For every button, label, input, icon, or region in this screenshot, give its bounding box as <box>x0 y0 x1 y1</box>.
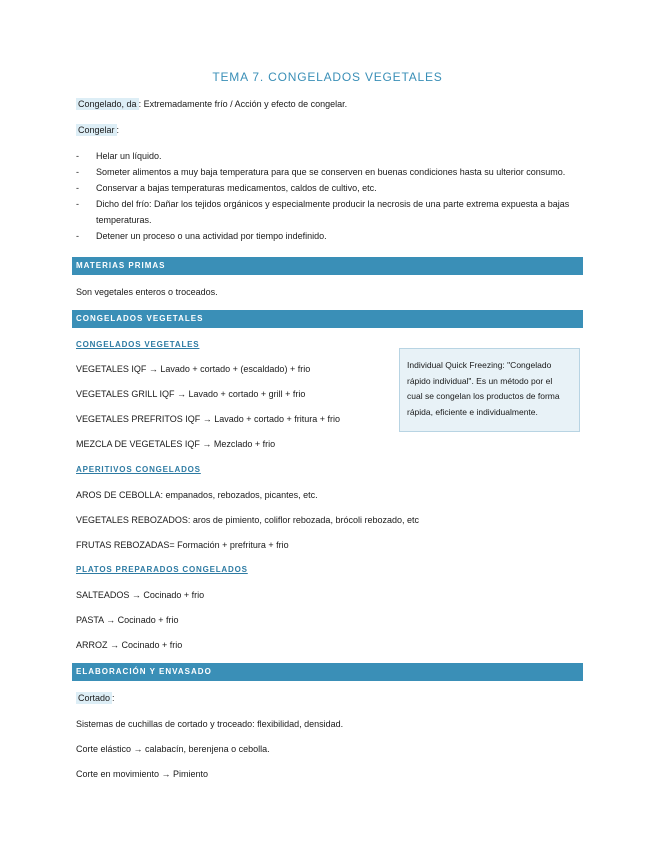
definition-congelado <box>76 99 347 109</box>
line-vegetales-rebozados: VEGETALES REBOZADOS: aros de pimiento, coliflor rebozada, brócoli rebozado, etc <box>76 515 419 525</box>
subheading-congelados-vegetales: CONGELADOS VEGETALES <box>76 340 200 349</box>
subheading-aperitivos: APERITIVOS CONGELADOS <box>76 465 201 474</box>
term-congelado: Congelado, da <box>78 99 137 109</box>
line-vegetales-grill: VEGETALES GRILL IQF → Lavado + cortado + grill + frio <box>76 389 306 399</box>
materias-primas-text: Son vegetales enteros o troceados. <box>76 287 218 297</box>
line-vegetales-prefritos: VEGETALES PREFRITOS IQF → Lavado + cortado + fritura + frio <box>76 414 341 424</box>
term-cortado: Cortado <box>78 693 111 703</box>
list-item: Someter alimentos a muy baja temperatura para que se conserven en buenas condiciones hasta su ulterior consumo. <box>96 167 566 177</box>
line-aros-cebolla: AROS DE CEBOLLA: empanados, rebozados, picantes, etc. <box>76 490 318 500</box>
iqf-note-line: rápido individual". Es un método por el <box>407 375 553 386</box>
line-salteados: SALTEADOS → Cocinado + frio <box>76 590 205 600</box>
iqf-note-box <box>399 348 580 432</box>
definition-cortado <box>76 693 115 703</box>
iqf-note-line: rápida, eficiente e individualmente. <box>407 406 538 417</box>
line-mezcla-vegetales: MEZCLA DE VEGETALES IQF → Mezclado + frio <box>76 439 276 449</box>
section-heading-congelados-vegetales: CONGELADOS VEGETALES <box>72 310 583 328</box>
bullet-dash: - <box>76 167 79 177</box>
bullet-dash: - <box>76 199 79 209</box>
term-congelar-colon: : <box>116 125 120 135</box>
definition-congelar <box>76 125 119 135</box>
subheading-platos-preparados: PLATOS PREPARADOS CONGELADOS <box>76 565 248 574</box>
bullet-dash: - <box>76 231 79 241</box>
list-item: Detener un proceso o una actividad por tiempo indefinido. <box>96 231 327 241</box>
iqf-note-line: cual se congelan los productos de forma <box>407 391 560 401</box>
line-corte-movimiento: Corte en movimiento → Pimiento <box>76 769 209 779</box>
page-title: TEMA 7. CONGELADOS VEGETALES <box>212 70 443 84</box>
iqf-note-line: Individual Quick Freezing: "Congelado <box>407 360 552 370</box>
line-arroz: ARROZ → Cocinado + frio <box>76 640 183 650</box>
bullet-dash: - <box>76 183 79 193</box>
line-pasta: PASTA → Cocinado + frio <box>76 615 179 625</box>
line-frutas-rebozadas: FRUTAS REBOZADAS= Formación + prefritura + frio <box>76 540 289 550</box>
line-corte-elastico: Corte elástico → calabacín, berenjena o cebolla. <box>76 744 270 754</box>
list-item: Conservar a bajas temperaturas medicamentos, caldos de cultivo, etc. <box>96 183 377 193</box>
term-congelar: Congelar <box>78 125 115 135</box>
line-vegetales-iqf: VEGETALES IQF → Lavado + cortado + (escaldado) + frio <box>76 364 311 374</box>
list-item-continuation: temperaturas. <box>96 215 152 225</box>
section-heading-materias-primas: MATERIAS PRIMAS <box>72 257 583 275</box>
definition-congelado-text: : Extremadamente frío / Acción y efecto de congelar. <box>138 99 348 109</box>
line-sistemas-cuchillas: Sistemas de cuchillas de cortado y troceado: flexibilidad, densidad. <box>76 719 344 729</box>
section-heading-elaboracion: ELABORACIÓN Y ENVASADO <box>72 663 583 681</box>
term-cortado-colon: : <box>112 693 115 703</box>
list-item: Dicho del frío: Dañar los tejidos orgánicos y especialmente producir la necrosis de una parte extrema expuesta a bajas <box>96 199 570 209</box>
list-item: Helar un líquido. <box>96 151 162 161</box>
bullet-dash: - <box>76 151 79 161</box>
